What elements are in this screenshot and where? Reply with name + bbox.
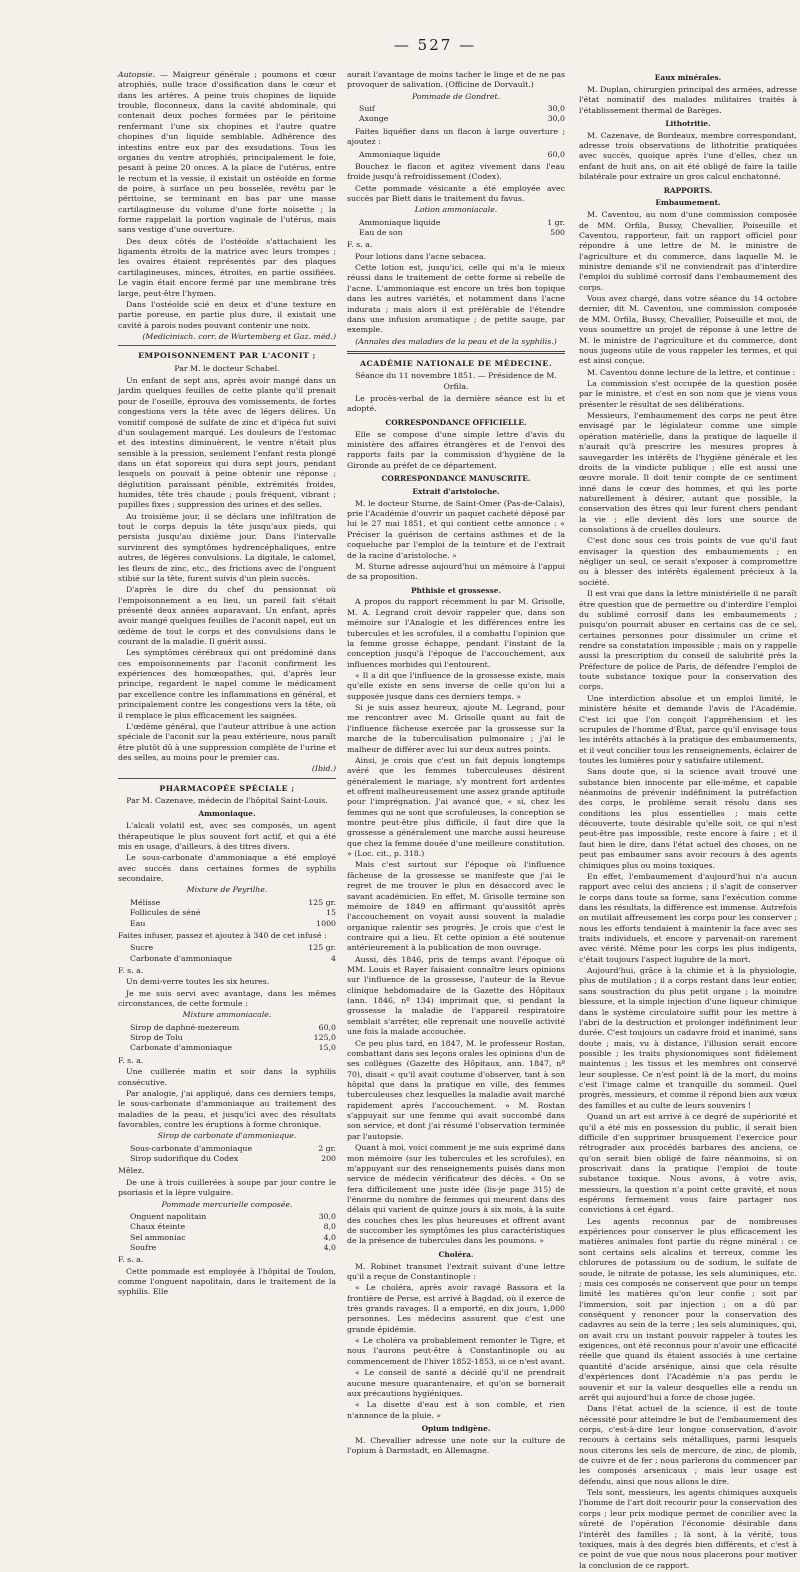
paragraph: « Le choléra va probablement remonter le Tigre, et nous l'aurons peut-être à Constantinople ou au commencement de l'hiver 1852-1853, si ce n'est avant. (347, 1336, 566, 1366)
paragraph: M. Sturne adresse aujourd'hui un mémoire à l'appui de sa proposition. (347, 561, 565, 582)
recipe-title: Sirop de carbonate d'ammoniaque. (157, 1131, 297, 1141)
paragraph: Tels sont, messieurs, les agents chimiques auxquels l'homme de l'art doit recourir pour la conservation des corps ; leur prix modique permet de concilier avec la sûreté de l'opération l'économie désirable dans l'intérêt des familles ; là sont, à la vérité, tous toxiques, mais à des degrés bien différents, et c'est à ce point de vue que nous nous placerons pour motiver la conclusion de ce rapport. (579, 1488, 797, 1570)
section-divider (347, 351, 565, 354)
autopsie-label: Autopsie. (118, 70, 156, 79)
paragraph: Sans doute que, si la science avait trouvé une substance bien innocente par elle-même, et capable néanmoins de prévenir indéfiniment la putréfaction des corps, le problème serait résolu dans ses conditions les plus essentielles ; mais cette découverte, toute désirable qu'elle soit, ce qui n'est peut-être pas impossible, reste encore à faire ; et il faut bien le dire, dans l'état actuel des choses, on ne peut pas embaumer sans avoir recours à des agents chimiques plus ou moins toxiques. (579, 767, 797, 870)
recipe-list (130, 1212, 336, 1253)
byline: Par M. Cazenave, médecin de l'hôpital Saint-Louis. (126, 796, 328, 806)
paragraph: Bouchez le flacon et agitez vivement dans l'eau froide jusqu'à refroidissement (Codex). (347, 161, 565, 182)
source-citation: (Annales des maladies de la peau et de la syphilis.) (355, 336, 557, 346)
column-left (118, 70, 336, 1299)
paragraph: Une interdiction absolue et un emploi limité, le ministère hésite et demande l'avis de l'Académie. C'est ici que l'on conçoit l'appréhension et les scrupules de l'homme d'État, parce qu'il envisage tous les intérêts attachés à la pratique des embaumements, et il veut concilier tous les renseignements, éclairer de toutes les lumières pour y satisfaire utilement. (579, 693, 797, 765)
paragraph: « Le choléra, après avoir ravagé Bassora et la frontière de Perse, est arrivé à Bagdad, où il exerce de très grands ravages. Il a emporté, en dix jours, 1,000 personnes. Les médecins assurent que c'est une grande épidémie. (347, 1283, 565, 1334)
paragraph: Il est vrai que dans la lettre ministérielle il ne paraît être question que de permettre ou d'interdire l'emploi du sublimé corrosif dans les embaumements ; puisqu'on pourrait abuser en certains cas de ce sel, certaines personnes pour dissimuler un crime et rendre sa constatation impossible ; mais on y rappelle aussi la prescription du conseil de salubrité près la Préfecture de police de Paris, de défendre l'emploi de toute substance toxique pour la conservation des corps. (579, 589, 797, 692)
paragraph: Dans l'état actuel de la science, il est de toute nécessité pour atteindre le but de l'embaumement des corps, c'est-à-dire leur longue conservation, d'avoir recours à certains sels métalliques, parmi lesquels nous citerons les sels de mercure, de zinc, de plomb, de cuivre et de fer ; nous parlerons du commencer par les composés arsenicaux ; mais leur usage est défendu, ainsi que nous allons le dire. (579, 1404, 797, 1486)
paragraph: Le procès-verbal de la dernière séance est lu et adopté. (347, 394, 565, 414)
paragraph: Quant à moi, voici comment je me suis exprimé dans mon mémoire (sur les tubercules et les scrofules), en m'appuyant sur des renseignements puisés dans mon service de médecin vérificateur des décès. « On se fera difficilement une juste idée (lis-je page 315) de l'énorme du nombre de femmes qui meurent dans des délais qui varient de quinze jours à six mois, à la suite des couches ches les plus heureuses et offrent avant de succomber les symptômes les plus caractéristiques de la présence de tubercules dans les poumons. » (347, 1143, 565, 1246)
paragraph: La commission s'est occupée de la question posée par le ministre, et c'est en son nom que je viens vous présenter le résultat de ses délibérations. (579, 379, 797, 409)
page-number: — 527 — (393, 36, 477, 54)
paragraph: aurait l'avantage de moins tacher le linge et de ne pas provoquer de salivation. (Officine de Dorvault.) (347, 70, 565, 90)
recipe-list (130, 1023, 336, 1054)
paragraph: M. Chevallier adresse une note sur la culture de l'opium à Darmstadt, en Allemagne. (347, 1435, 565, 1456)
subsection-heading: CORRESPONDANCE OFFICIELLE. (385, 417, 527, 427)
byline: Par M. le docteur Schabel. (174, 363, 280, 373)
paragraph: Vous avez chargé, dans votre séance du 14 octobre dernier, dit M. Caventou, une commission composée de MM. Orfila, Bussy, Chevallier, Poiseuille et moi, de vous soumettre un projet de réponse à une lettre de M. le ministre de l'agriculture et du commerce, dont nous jugeons utile de vous rappeler les termes, et qui est ainsi conçue. (579, 294, 797, 366)
paragraph: « Il a dit que l'influence de la grossesse existe, mais qu'elle existe en sens inverse de celle qu'on lui a supposée jusque dans ces derniers temps. » (347, 670, 565, 701)
paragraph: M. Duplan, chirurgien principal des armées, adresse l'état nominatif des malades militaires traités à l'établissement thermal de Barèges. (579, 84, 797, 115)
recipe-line: Mélisse 125 gr. (130, 897, 336, 907)
recipe-list (359, 150, 565, 160)
recipe-line: Eau de son 500 (359, 228, 565, 238)
recipe-line: Sirop de daphné-mezereum 60,0 (130, 1022, 336, 1032)
subsection-heading: Lithotritie. (665, 118, 711, 128)
subsection-heading: RAPPORTS. (663, 185, 713, 195)
recipe-title: Mixture de Peyrilhe. (186, 885, 268, 895)
recipe-line: Axonge 30,0 (359, 114, 565, 124)
subsection-heading: Ammoniaque. (198, 809, 256, 819)
recipe-line: Carbonate d'ammoniaque 4 (130, 953, 336, 963)
recipe-line: Sous-carbonate d'ammoniaque 2 gr. (130, 1143, 336, 1153)
paragraph: Pour lotions dans l'acne sebacea. (355, 251, 487, 261)
recipe-line: Onguent napolitain 30,0 (130, 1211, 336, 1221)
source-citation: (Medicinisch. corr. de Wurtemberg et Gaz. méd.) (142, 331, 336, 341)
paragraph: Messieurs, l'embaumement des corps ne peut être envisagé par le législateur comme une simple opération matérielle, dans la pratique de laquelle il n'aurait qu'à prescrire les mesures propres à sauvegarder les intérêts de l'hygiène générale et les droits de la vindicte publique ; elle est aussi une œuvre morale. Il doit tenir compte de ce sentiment inné dans le cœur des hommes, et qui les porte naturellement à désirer, autant que possible, la conservation des êtres qui leur furent chers pendant la vie ; elle devient dès lors une source de consolations à de cruelles douleurs. (579, 411, 797, 535)
paragraph (118, 70, 336, 236)
paragraph: De une à trois cuillerées à soupe par jour contre le psoriasis et la lèpre vulgaire. (118, 1177, 336, 1198)
recipe-title: Pommade mercurielle composée. (161, 1199, 293, 1209)
paragraph: Elle se compose d'une simple lettre d'avis du ministère des affaires étrangères et de l'envoi des rapports faits par la commission d'hygiène de la Gironde au préfet de ce département. (347, 429, 565, 470)
column-middle (347, 70, 565, 1458)
recipe-list (130, 898, 336, 929)
paragraph: Quand un art est arrivé à ce degré de supériorité et qu'il a été mis en possession du public, il serait bien difficile d'en supprimer brusquement l'exercice pour rétrograder aux procédés barbares des anciens, ce qu'on serait bien obligé de faire néanmoins, si on proscrivait dans la pratique l'emploi de toute substance toxique. Nous avons, à votre avis, messieurs, la question n'a point cette gravité, et nous espérons fermement vous faire partager nos convictions à cet égard. (579, 1112, 797, 1215)
paragraph: Mais c'est surtout sur l'époque où l'influence fâcheuse de la grossesse se manifeste que j'ai le regret de me trouver le plus en désaccord avec le savant académicien. En effet, M. Grisolle termine son mémoire de 1849 en affirmant qu'aussitôt après l'accouchement on voyait aussi souvent la maladie organique ralentir ses progrès. Je crois que c'est le contraire qui a lieu. Et cette opinion a été soutenue antérieurement à la publication de mon ouvrage. (347, 860, 565, 953)
paragraph: « La disette d'eau est à son comble, et rien n'annonce de la pluie. » (347, 1400, 565, 1420)
recipe-instruction: F. s. a. (347, 240, 373, 250)
paragraph: Les agents reconnus par de nombreuses expériences pour conserver le plus efficacement les matières animales font partie du règne minéral : ce sont certains sels alcalins et terreux, comme les chlorures de potassium ou de sodium, le sulfate de soude, le nitrate de potasse, les sels aluminiques, etc. ; mais ces composés ne conservent que pour un temps limité les matières qu'on leur confie ; soit par l'immersion, soit par injection ; on a dû par conséquent y renoncer pour la conservation des cadavres au sein de la terre ; les sels aluminiques, qui, on avait cru un instant pouvoir rappeler à toutes les exigences, ont été reconnus pour n'avoir une efficacité réelle que quand ils étaient associés à une certaine quantité d'acide arsénique, ainsi que cela résulte d'expériences dont l'Académie n'a pas perdu le souvenir et sur la valeur desquelles elle a rendu un arrêt qui aujourd'hui a force de chose jugée. (579, 1216, 797, 1402)
paragraph: M. Robinet transmet l'extrait suivant d'une lettre qu'il a reçue de Constantinople : (347, 1261, 565, 1281)
subsection-heading: Extrait d'aristoloche. (412, 486, 500, 496)
paragraph: M. le docteur Sturne, de Saint-Omer (Pas-de-Calais), prie l'Académie d'ouvrir un paquet cacheté déposé par lui le 27 mai 1851, et qui contient cette annonce : « Préciser la guérison de certains asthmes et de la coqueluche par l'emploi de la teinture et de l'extrait de la racine d'aristoloche. » (347, 498, 565, 560)
paragraph: M. Caventou, au nom d'une commission composée de MM. Orfila, Bussy, Chevallier, Poiseuille et Caventou, rapporteur, fait un rapport officiel pour répondre à une lettre de M. le ministre de l'agriculture et du commerce, dans laquelle M. le ministre demande s'il ne conviendrait pas d'interdire l'emploi du sublimé corrosif dans l'embaumement des corps. (579, 210, 797, 292)
section-heading: ACADÉMIE NATIONALE DE MÉDECINE. (359, 358, 553, 368)
paragraph: Au troisième jour, il se déclara une infiltration de tout le corps depuis la tête jusqu'aux pieds, qui persista jusqu'au dixième jour. Dans l'intervalle survinrent des symptômes hydrencéphaliques, entre autres, de légères convulsions. La digitale, le calomel, les fleurs de zinc, etc., des frictions avec de l'onguent stibié sur la tête, furent suivis d'un plein succès. (118, 511, 336, 583)
section-heading: PHARMACOPÉE SPÉCIALE ; (159, 783, 295, 793)
recipe-instruction: F. s. a. (118, 965, 144, 975)
subsection-heading: Choléra. (438, 1249, 474, 1259)
recipe-line: Sel ammoniac 4,0 (130, 1232, 336, 1242)
paragraph: L'alcali volatil est, avec ses composés, un agent thérapeutique le plus souvent fort actif, et qui a été mis en usage, d'ailleurs, à des titres divers. (118, 821, 336, 851)
recipe-title: Mixture ammoniacale. (182, 1010, 272, 1020)
paragraph: Ainsi, je crois que c'est un fait depuis longtemps avéré que les femmes tuberculeuses désirent généralement le mariage, s'y montrent fort ardentes et offrent malheureusement une assez grande aptitude pour l'imprégnation. J'ai avancé que, « si, chez les femmes qui ne sont que scrofuleuses, la conception se montre peut-être plus difficile, il faut dire que la grossesse a généralement une marche aussi heureuse que chez la femme douée d'une meilleure constitution. » (Loc. cit., p. 318.) (347, 755, 565, 859)
paragraph: Le sous-carbonate d'ammoniaque a été employé avec succès dans certaines formes de syphilis secondaire. (118, 853, 336, 884)
paragraph: Cette pommade est employée à l'hôpital de Toulon, comme l'onguent napolitain, dans le traitement de la syphilis. Elle (118, 1266, 336, 1297)
recipe-line: Soufre 4,0 (130, 1242, 336, 1252)
paragraph: Cette lotion est, jusqu'ici, celle qui m'a le mieux réussi dans le traitement de cette forme si rebelle de l'acne. L'ammoniaque est encore un très bon topique dans les autres variétés, et notamment dans l'acne indurata ; mais alors il est préférable de l'étendre dans une infusion aromatique ; de petite sauge, par exemple. (347, 263, 565, 335)
paragraph: Dans l'ostéoïde scié en deux et d'une texture en partie poreuse, en partie plus dure, il existait une cavité à parois nodes pouvant contenir une noix. (118, 299, 336, 330)
recipe-title: Pommade de Gondret. (411, 91, 501, 101)
paragraph: D'après le dire du chef du pensionnat où l'empoisonnement a eu lieu, un pareil fait s'était présenté deux années auparavant. Un enfant, après avoir mangé quelques feuilles de l'aconit napel, eut un œdème de tout le corps et des convulsions dans le courant de la maladie. Il guérit aussi. (118, 585, 336, 647)
recipe-line: Suif 30,0 (359, 104, 565, 114)
paragraph: M. Caventou donne lecture de la lettre, et continue : (587, 367, 796, 377)
subsection-heading: Eaux minérales. (654, 73, 722, 82)
paragraph: Aujourd'hui, grâce à la chimie et à la physiologie, plus de mutilation ; il a corps restant dans leur entier, sans soustraction du plus petit organe ; la moindre blessure, et la simple injection d'une liqueur chimique dans le système circulatoire suffit pour les mettre à l'abri de la destruction et prolonger indéfiniment leur durée. C'est toujours un cadavre froid et inanimé, sans doute ; mais, vu à distance, l'illusion serait encore possible ; les traits physionomiques sont fidèlement maintenus ; les tissus et les membres ont conservé leur souplesse. Ce n'est point là de la mort, du moins c'est l'image calme et tranquille du sommeil. Quel progrès, messieurs, et comme il répond bien aux vœux des familles et au culte de leurs souvenirs ! (579, 966, 797, 1110)
paragraph: Un demi-verre toutes les six heures. (126, 977, 270, 987)
section-divider (118, 345, 336, 346)
recipe-line: Ammoniaque liquide 60,0 (359, 149, 565, 159)
recipe-title: Lotion ammoniacale. (414, 205, 498, 215)
column-right (579, 70, 797, 1572)
paragraph: Faites liquéfier dans un flacon à large ouverture ; ajoutez : (347, 126, 565, 147)
source-citation: (Ibid.) (311, 764, 336, 774)
paragraph: « Le conseil de santé a décidé qu'il ne prendrait aucune mesure quarantenaire, et qu'on se bornerait aux précautions hygiéniques. (347, 1368, 565, 1398)
paragraph: Les symptômes cérébraux qui ont prédominé dans ces empoisonnements par l'aconit confirment les expériences des homœopathes, qui, d'après leur principe, regardent le napel comme le médicament par excellence contre les inflammations en général, et principalement contre les congestions vers la tête, où il remplace le plus efficacement les saignées. (118, 648, 336, 720)
paragraph: Je me suis servi avec avantage, dans les mêmes circonstances, de cette formule : (118, 988, 336, 1009)
paragraph: Par analogie, j'ai appliqué, dans ces derniers temps, le sous-carbonate d'ammoniaque au traitement des maladies de la peau, et jusqu'ici avec des résultats favorables, contre les éruptions à forme chronique. (118, 1088, 336, 1129)
subsection-heading: CORRESPONDANCE MANUSCRITE. (381, 474, 531, 484)
recipe-line: Chaux éteinte 8,0 (130, 1222, 336, 1232)
paragraph: M. Cazenave, de Bordeaux, membre correspondant, adresse trois observations de lithotritie pratiquées avec succès, quoique après l'une d'elles, chez un enfant de huit ans, on ait été obligé de faire la taille bilatérale pour extraire un gros calcul enchatonné. (579, 130, 797, 182)
paragraph: Faites infuser, passez et ajoutez à 340 de cet infusé : (118, 930, 327, 940)
recipe-line: Eau 1000 (130, 918, 336, 928)
paragraph: Un enfant de sept ans, après avoir mangé dans un jardin quelques feuilles de cette plante qu'il prenait pour de l'oseille, éprouva des vomissements, de fortes congestions vers la tête avec de légers délires. Un vomitif composé de sulfate de zinc et d'ipéca fut suivi d'un soulagement marqué. Les douleurs de l'estomac et des intestins diminuèrent, le ventre n'était plus sensible à la pression, seulement l'enfant resta plongé dans un état soporeux qui dura sept jours, pendant lesquels on pouvait à peine obtenir une réponse ; déglutition paraissant pénible, extrémités froides, humides, tête très chaude ; pouls fréquent, vibrant ; pupilles fixes ; suppression des urines et des selles. (118, 376, 336, 510)
recipe-line: Sirop de Tolu 125,0 (130, 1033, 336, 1043)
paragraph: A propos du rapport récemment lu par M. Grisolle, M. A. Legrand croit devoir rappeler que, dans son mémoire sur l'Analogie et les différences entre les tubercules et les scrofules, il a combattu l'opinion que la femme grosse échappe, pendant l'instant de la conception jusqu'à l'époque de l'accouchement, aux influences morbides qui l'entourent. (347, 597, 565, 669)
recipe-list (359, 104, 565, 125)
paragraph: Des deux côtés de l'ostéoïde s'attachaient les ligaments étroits de la matrice avec leurs trompes ; les ovaires étaient représentés par des plaques cartilagineuses, minces, étroites, en partie ossifiées. Le vagin était encore fermé par une membrane très large, peut-être l'hymen. (118, 236, 336, 298)
paragraph: Si je suis assez heureux, ajoute M. Legrand, pour me rencontrer avec M. Grisolle quant au fait de l'influence fâcheuse exercée par la grossesse sur la marche de la tuberculisation pulmonaire ; j'ai le malheur de différer avec lui sur deux autres points. (347, 703, 565, 754)
recipe-instruction: F. s. a. (118, 1255, 144, 1265)
paragraph-text: — Maigreur générale ; poumons et cœur atrophiés, nulle trace d'ossification dans le cœur et dans les artères. A peine trois chopines de liquide trouble, floconneux, dans la cavité abdominale, qui contenait deux poches formées par le péritoine renfermant l'une six chopines et l'autre quatre chopines d'un liquide semblable. Adhérence des intestins entre eux par des exsudations. Tous les organes du ventre atrophiés, principalement le foie, pesant à peine 20 onces. A la place de l'utérus, entre le rectum et la vessie, il existait un ostéoïde en forme de poire, à surface un peu bosselée, revêtu par le péritoine, se terminant en bas par une masse cartilagineuse du volume d'une forte noisette ; la forme rappelait la portion vaginale de l'utérus, mais sans vestige d'une ouverture. (118, 70, 336, 235)
paragraph: En effet, l'embaumement d'aujourd'hui n'a aucun rapport avec celui des anciens ; il s'agit de conserver le corps dans toute sa forme, sans l'exécution comme dans les résultats, la différence est immense. Autrefois on mutilait affreusement les corps pour les conserver ; nous les efforts tendaient à maintenir la face avec ses traits individuels, et encore y parvenait-on rarement avec vérité. Même pour les corps les plus indigents, c'était toujours l'aspect lugubre de la mort. (579, 871, 797, 964)
recipe-line: Follicules de séné 15 (130, 908, 336, 918)
section-divider (118, 778, 336, 779)
recipe-list (359, 218, 565, 239)
paragraph: Aussi, dès 1846, pris de temps avant l'époque où MM. Louis et Rayer faisaient connaître leurs opinions sur l'influence de la grossesse, l'auteur de la Revue clinique hebdomadaire de la Gazette des Hôpitaux (ann. 1846, nº 134) imprimait que, si pendant la grossesse la maladie de l'appareil respiratoire semblait s'arrêter, elle reprenait une nouvelle activité une fois la malade accouchée. (347, 954, 565, 1037)
subsection-heading: Embaumement. (655, 198, 721, 208)
recipe-line: Sirop sudorifique du Codex 200 (130, 1154, 336, 1164)
recipe-list (130, 943, 336, 964)
recipe-line: Ammoniaque liquide 1 gr. (359, 217, 565, 227)
subsection-heading: Phthisie et grossesse. (410, 585, 502, 595)
recipe-line: Carbonate d'ammoniaque 15,0 (130, 1043, 336, 1053)
recipe-line: Sucre 125 gr. (130, 943, 336, 953)
paragraph: Ce peu plus tard, en 1847, M. le professeur Rostan, combattant dans ses leçons orales les opinions d'un de ses collègues (Gazette des Hôpitaux, ann. 1847, nº 70), disait « qu'il avait coutume d'observer, tant à son hôpital que dans la pratique en ville, des femmes tuberculeuses chez lesquelles la maladie avait marché rapidement après l'accouchement. » M. Rostan s'appuyait sur une femme qui avait succombé dans son service, et dont j'ai résumé l'observation terminée par l'autopsie. (347, 1038, 565, 1141)
paragraph: C'est donc sous ces trois points de vue qu'il faut envisager la question des embaumements ; en négliger un seul, ce serait s'exposer à compromettre ou à blesser des intérêts également précieux à la société. (579, 536, 797, 587)
section-heading: EMPOISONNEMENT PAR L'ACONIT ; (138, 351, 316, 361)
subsection-heading: Opium indigène. (421, 1423, 491, 1433)
recipe-instruction: F. s. a. (118, 1055, 144, 1065)
paragraph: Cette pommade vésicante a été employée avec succès par Biett dans le traitement du favus. (347, 183, 565, 203)
session-line: Séance du 11 novembre 1851. — Présidence de M. Orfila. (355, 371, 557, 391)
paragraph: L'œdème général, que l'auteur attribue à une action spéciale de l'aconit sur la peau extérieure, nous paraît être plutôt dû à une suppression complète de l'urine et des selles, au moins pour le premier cas. (118, 721, 336, 762)
recipe-list (130, 1144, 336, 1165)
paragraph: Une cuillerée matin et soir dans la syphilis consécutive. (118, 1067, 336, 1087)
recipe-instruction: Mêlez. (118, 1166, 145, 1176)
